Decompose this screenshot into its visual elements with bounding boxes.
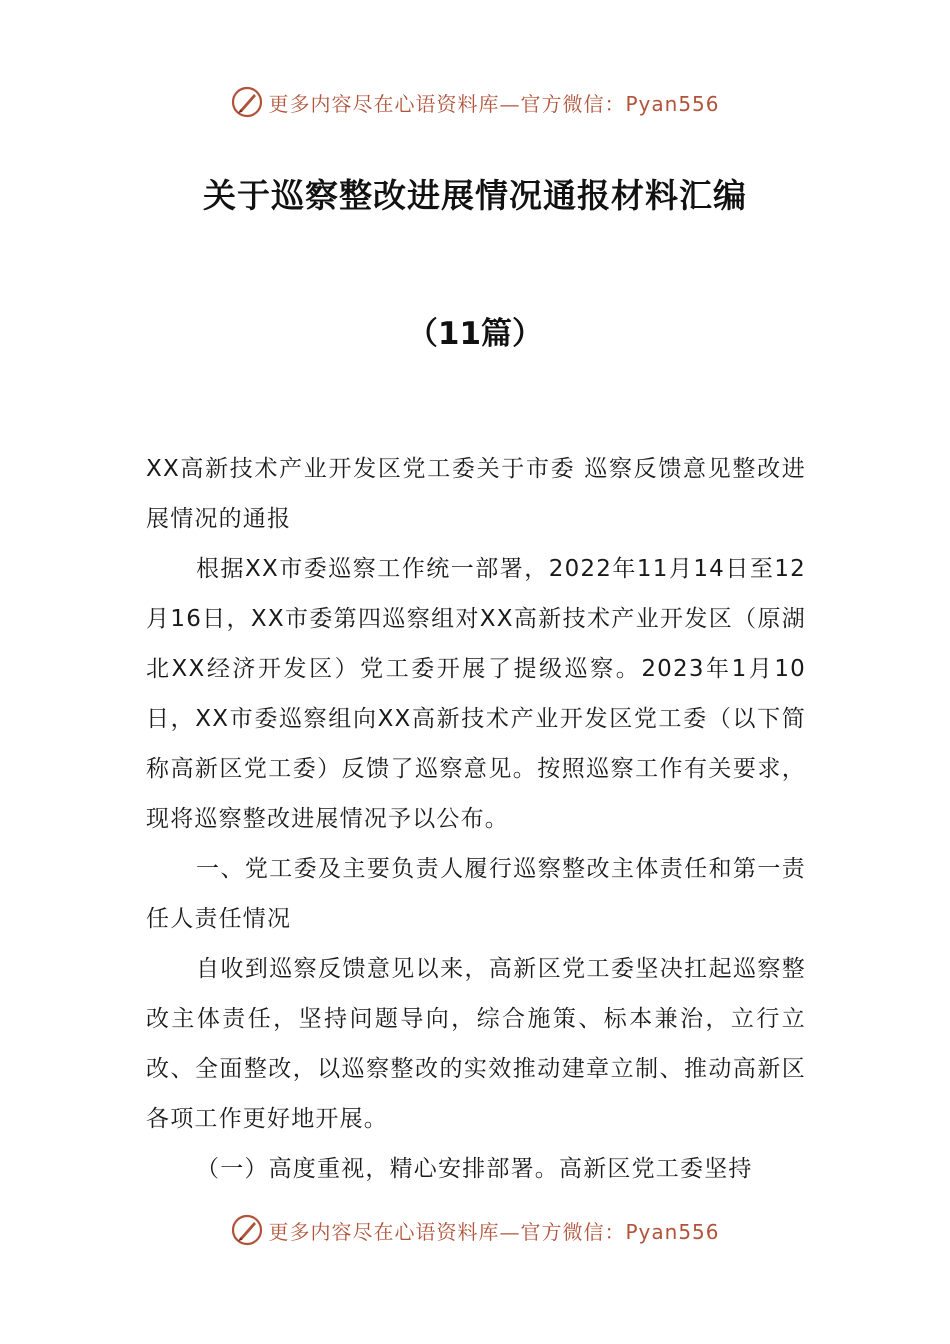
document-subtitle: （11篇）: [406, 316, 544, 352]
paragraph: 自收到巡察反馈意见以来，高新区党工委坚决扛起巡察整改主体责任，坚持问题导向，综合施策、标本兼治，立行立改、全面整改，以巡察整改的实效推动建章立制、推动高新区各项工作更好地开展。: [146, 956, 806, 1132]
watermark-text: 更多内容尽在心语资料库—官方微信：Pyan556: [268, 1219, 720, 1244]
quill-pen-logo-icon: [230, 85, 264, 119]
watermark-text: 更多内容尽在心语资料库—官方微信：Pyan556: [268, 91, 720, 116]
paragraph: 根据XX市委巡察工作统一部署，2022年11月14日至12月16日，XX市委第四巡察组对XX高新技术产业开发区（原湖北XX经济开发区）党工委开展了提级巡察。2023年1月10日，XX市委巡察组向XX高新技术产业开发区党工委（以下简称高新区党工委）反馈了巡察意见。按照巡察工作有关要求，现将巡察整改进展情况予以公布。: [146, 556, 806, 832]
section-heading: XX高新技术产业开发区党工委关于市委 巡察反馈意见整改进展情况的通报: [146, 456, 806, 532]
watermark-banner-top: [0, 80, 950, 124]
document-title: 关于巡察整改进展情况通报材料汇编: [203, 176, 747, 215]
paragraph: （一）高度重视，精心安排部署。高新区党工委坚持: [196, 1156, 753, 1182]
wechat-id: Pyan556: [625, 1219, 720, 1244]
watermark-banner-bottom: [0, 1208, 950, 1252]
document-body: [146, 444, 806, 1194]
paragraph: 一、党工委及主要负责人履行巡察整改主体责任和第一责任人责任情况: [146, 856, 806, 932]
wechat-id: Pyan556: [625, 91, 720, 116]
quill-pen-logo-icon: [230, 1213, 264, 1247]
